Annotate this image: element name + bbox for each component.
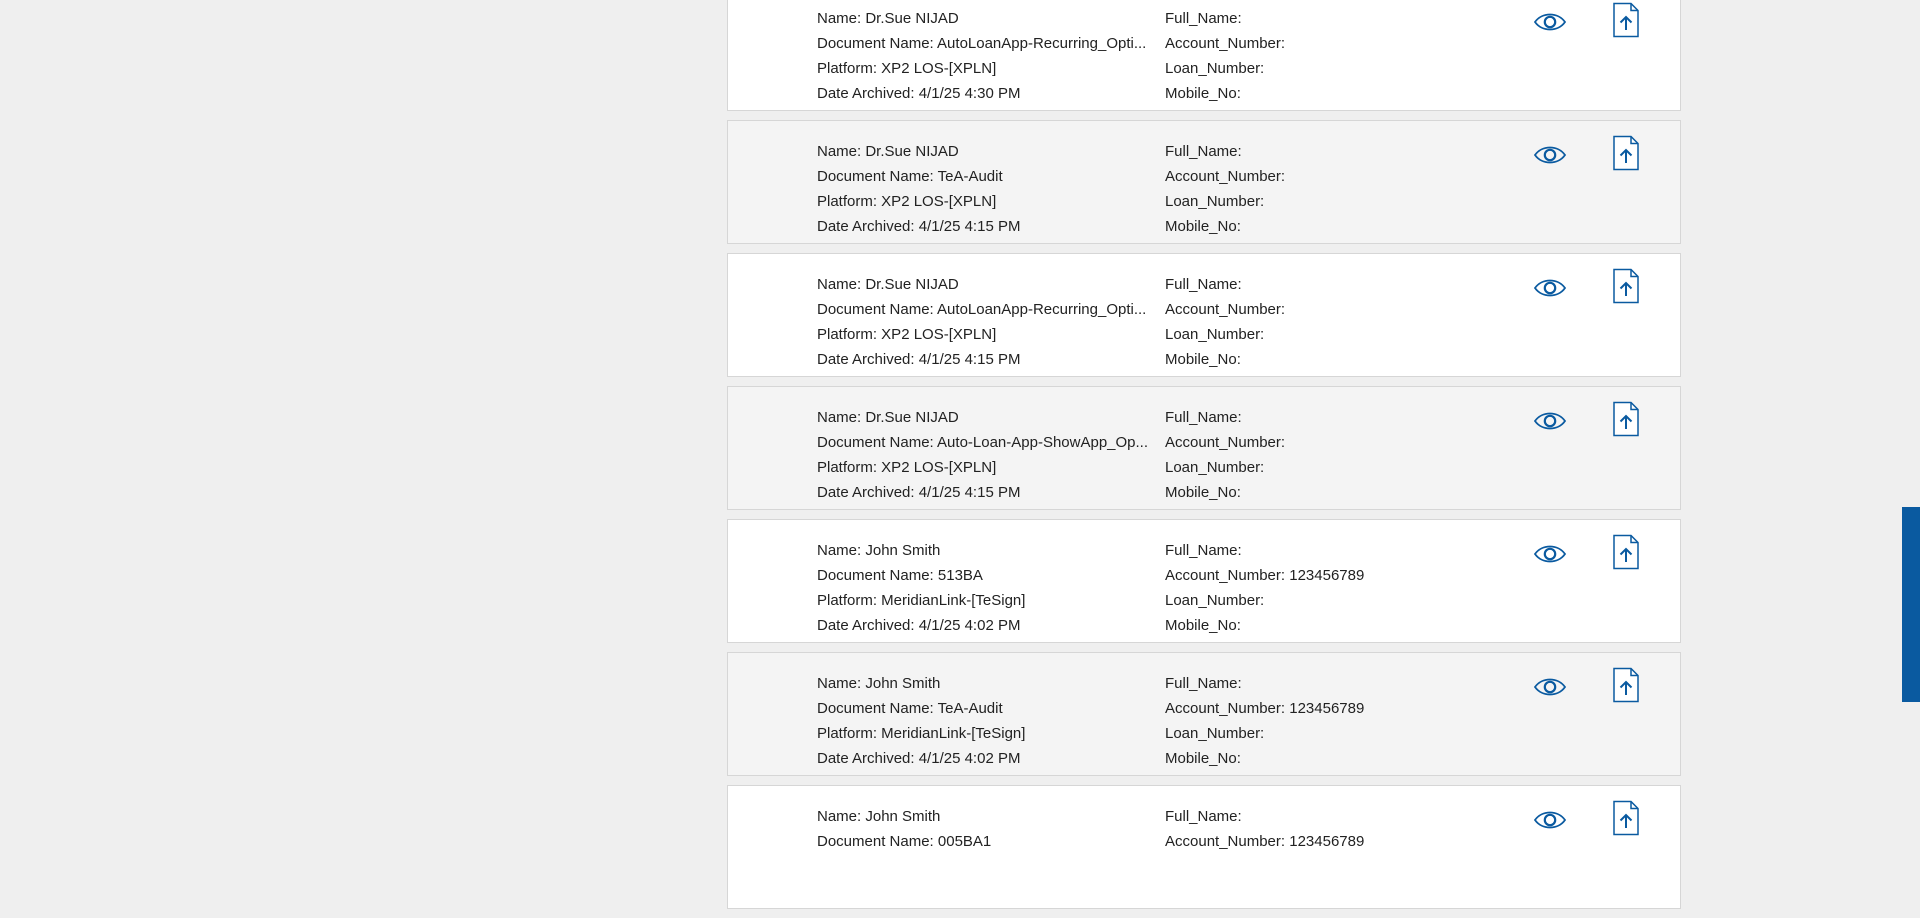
record-full-name: Full_Name:	[1165, 10, 1242, 27]
document-upload-icon	[1612, 2, 1640, 38]
view-document-button[interactable]	[1533, 138, 1567, 172]
record-platform: Platform: MeridianLink-[TeSign]	[817, 725, 1026, 742]
view-document-button[interactable]	[1533, 271, 1567, 305]
record-loan-number: Loan_Number:	[1165, 326, 1265, 343]
upload-document-button[interactable]	[1612, 401, 1640, 437]
upload-document-button[interactable]	[1612, 268, 1640, 304]
record-account-number: Account_Number:	[1165, 301, 1286, 318]
document-upload-icon	[1612, 401, 1640, 437]
record-date-archived: Date Archived: 4/1/25 4:15 PM	[817, 351, 1021, 368]
record-date-archived: Date Archived: 4/1/25 4:02 PM	[817, 617, 1021, 634]
record-account-number: Account_Number: 123456789	[1165, 567, 1365, 584]
record-document-name: Document Name: 513BA	[817, 567, 983, 584]
record-name: Name: Dr.Sue NIJAD	[817, 10, 959, 27]
record-details	[817, 671, 1149, 771]
record-platform: Platform: XP2 LOS-[XPLN]	[817, 193, 997, 210]
record-loan-number: Loan_Number:	[1165, 592, 1265, 609]
record-metadata	[1165, 671, 1465, 771]
record-mobile-no: Mobile_No:	[1165, 351, 1241, 368]
record-mobile-no: Mobile_No:	[1165, 617, 1241, 634]
record-document-name: Document Name: AutoLoanApp-Recurring_Opti...	[817, 35, 1147, 52]
record-full-name: Full_Name:	[1165, 276, 1242, 293]
record-metadata	[1165, 538, 1465, 638]
archived-record-row	[727, 785, 1681, 909]
view-document-button[interactable]	[1533, 404, 1567, 438]
document-upload-icon	[1612, 667, 1640, 703]
record-name: Name: Dr.Sue NIJAD	[817, 409, 959, 426]
record-metadata	[1165, 272, 1465, 372]
record-platform: Platform: XP2 LOS-[XPLN]	[817, 459, 997, 476]
view-document-button[interactable]	[1533, 5, 1567, 39]
record-full-name: Full_Name:	[1165, 409, 1242, 426]
record-name: Name: John Smith	[817, 675, 941, 692]
record-document-name: Document Name: AutoLoanApp-Recurring_Opti...	[817, 301, 1147, 318]
record-full-name: Full_Name:	[1165, 675, 1242, 692]
record-account-number: Account_Number: 123456789	[1165, 833, 1365, 850]
record-details	[817, 538, 1149, 638]
record-date-archived: Date Archived: 4/1/25 4:15 PM	[817, 218, 1021, 235]
record-full-name: Full_Name:	[1165, 808, 1242, 825]
archived-record-row	[727, 652, 1681, 776]
view-document-button[interactable]	[1533, 537, 1567, 571]
record-loan-number: Loan_Number:	[1165, 193, 1265, 210]
record-date-archived: Date Archived: 4/1/25 4:30 PM	[817, 85, 1021, 102]
view-document-button[interactable]	[1533, 803, 1567, 837]
record-platform: Platform: XP2 LOS-[XPLN]	[817, 326, 997, 343]
record-full-name: Full_Name:	[1165, 143, 1242, 160]
eye-icon	[1533, 5, 1567, 39]
record-metadata	[1165, 6, 1465, 106]
upload-document-button[interactable]	[1612, 667, 1640, 703]
scrollbar-thumb[interactable]	[1902, 507, 1920, 702]
document-upload-icon	[1612, 800, 1640, 836]
record-details	[817, 405, 1149, 505]
eye-icon	[1533, 670, 1567, 704]
record-name: Name: John Smith	[817, 542, 941, 559]
record-details	[817, 6, 1149, 106]
record-document-name: Document Name: Auto-Loan-App-ShowApp_Op...	[817, 434, 1149, 451]
record-mobile-no: Mobile_No:	[1165, 750, 1241, 767]
record-platform: Platform: XP2 LOS-[XPLN]	[817, 60, 997, 77]
eye-icon	[1533, 803, 1567, 837]
record-account-number: Account_Number:	[1165, 434, 1286, 451]
record-loan-number: Loan_Number:	[1165, 60, 1265, 77]
record-document-name: Document Name: 005BA1	[817, 833, 992, 850]
record-metadata	[1165, 139, 1465, 239]
record-loan-number: Loan_Number:	[1165, 725, 1265, 742]
record-full-name: Full_Name:	[1165, 542, 1242, 559]
upload-document-button[interactable]	[1612, 2, 1640, 38]
upload-document-button[interactable]	[1612, 800, 1640, 836]
archived-record-row	[727, 253, 1681, 377]
document-upload-icon	[1612, 534, 1640, 570]
record-details	[817, 272, 1149, 372]
record-document-name: Document Name: TeA-Audit	[817, 700, 1003, 717]
archived-document-list	[727, 0, 1681, 918]
record-loan-number: Loan_Number:	[1165, 459, 1265, 476]
eye-icon	[1533, 271, 1567, 305]
record-account-number: Account_Number: 123456789	[1165, 700, 1365, 717]
archived-record-row	[727, 0, 1681, 111]
record-mobile-no: Mobile_No:	[1165, 218, 1241, 235]
document-upload-icon	[1612, 135, 1640, 171]
record-metadata	[1165, 405, 1465, 505]
upload-document-button[interactable]	[1612, 534, 1640, 570]
archived-record-row	[727, 519, 1681, 643]
record-name: Name: Dr.Sue NIJAD	[817, 143, 959, 160]
document-upload-icon	[1612, 268, 1640, 304]
record-mobile-no: Mobile_No:	[1165, 484, 1241, 501]
record-mobile-no: Mobile_No:	[1165, 85, 1241, 102]
archived-record-row	[727, 120, 1681, 244]
record-document-name: Document Name: TeA-Audit	[817, 168, 1003, 185]
record-account-number: Account_Number:	[1165, 168, 1286, 185]
archived-record-row	[727, 386, 1681, 510]
record-name: Name: Dr.Sue NIJAD	[817, 276, 959, 293]
record-date-archived: Date Archived: 4/1/25 4:02 PM	[817, 750, 1021, 767]
eye-icon	[1533, 537, 1567, 571]
record-details	[817, 139, 1149, 239]
view-document-button[interactable]	[1533, 670, 1567, 704]
record-platform: Platform: MeridianLink-[TeSign]	[817, 592, 1026, 609]
record-account-number: Account_Number:	[1165, 35, 1286, 52]
record-name: Name: John Smith	[817, 808, 941, 825]
upload-document-button[interactable]	[1612, 135, 1640, 171]
eye-icon	[1533, 138, 1567, 172]
eye-icon	[1533, 404, 1567, 438]
record-date-archived: Date Archived: 4/1/25 4:15 PM	[817, 484, 1021, 501]
